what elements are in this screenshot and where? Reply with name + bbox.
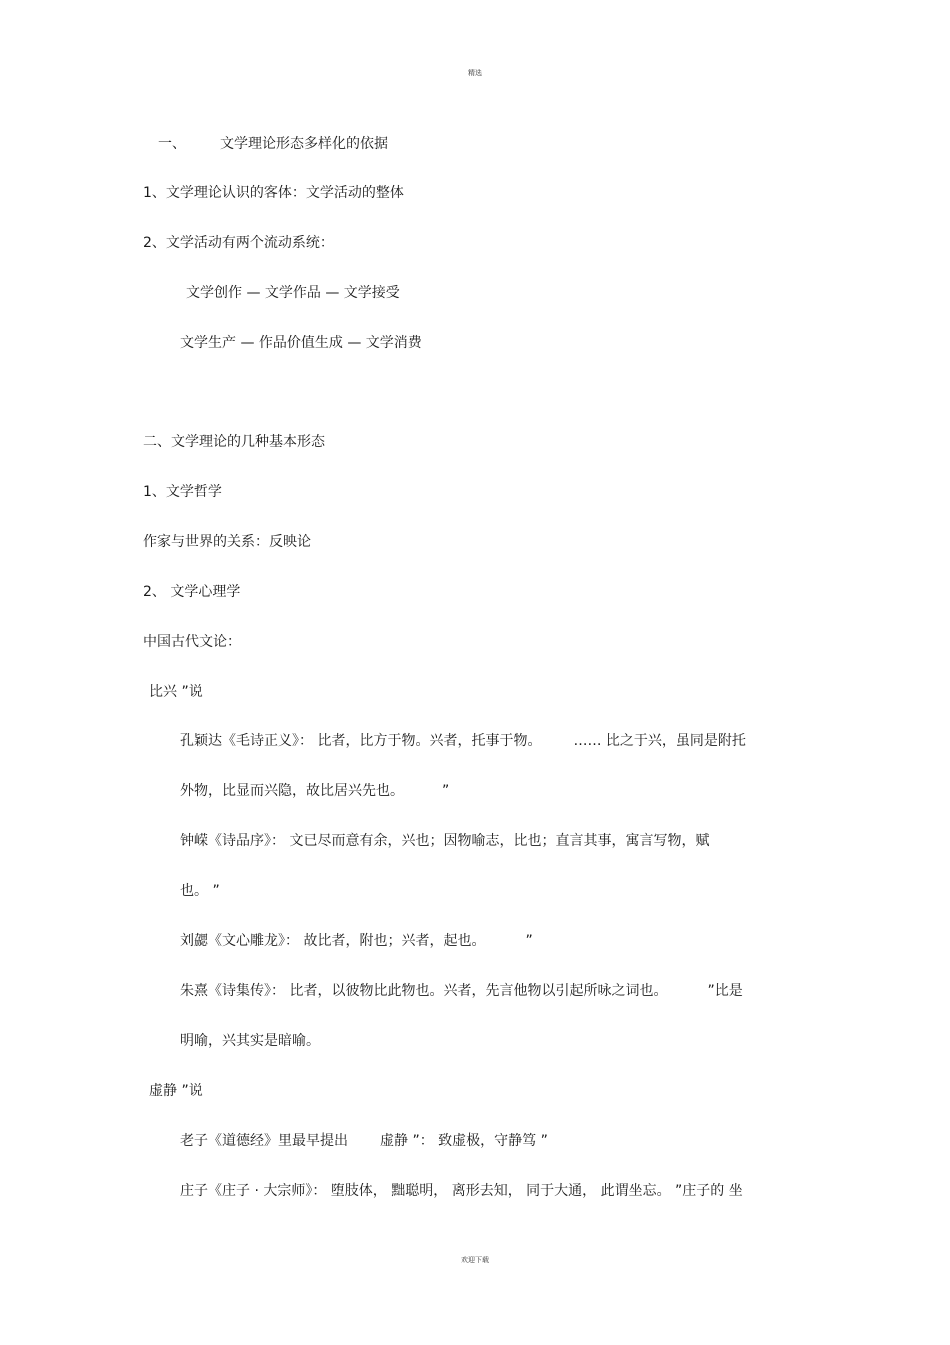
text-line (180, 1132, 548, 1150)
text-fragment: 外物，比显而兴隐，故比居兴先也。 (180, 783, 404, 799)
text-fragment: …… 比之于兴，虽同是附托 (573, 733, 746, 749)
section-heading-1 (158, 135, 388, 153)
text-line: 钟嵘《诗品序》： 文已尽而意有余，兴也；因物喻志，比也；直言其事，寓言写物，赋 (180, 833, 710, 849)
text-fragment: ”比是 (707, 983, 743, 999)
text-line: 庄子《庄子 · 大宗师》： 堕肢体， 黜聪明， 离形去知， 同于大通， 此谓坐忘。 ”庄子的 坐 (180, 1183, 743, 1199)
text-line: 1、文学理论认识的客体：文学活动的整体 (143, 185, 404, 201)
text-fragment: 刘勰《文心雕龙》： 故比者，附也；兴者，起也。 (180, 933, 486, 949)
section-number: 一、 (158, 136, 186, 152)
section-heading-2: 二、文学理论的几种基本形态 (143, 434, 325, 450)
text-line (180, 982, 743, 1000)
text-line: 2、 文学心理学 (143, 584, 241, 600)
text-line: 1、文学哲学 (143, 484, 222, 500)
text-line: 也。 ” (180, 883, 220, 899)
page-header: 精选 (468, 69, 482, 77)
text-fragment: 朱熹《诗集传》： 比者，以彼物比此物也。兴者，先言他物以引起所咏之词也。 (180, 983, 668, 999)
text-line: 文学生产 — 作品价值生成 — 文学消费 (180, 335, 422, 351)
text-line (180, 782, 449, 800)
subheading: 比兴 ”说 (149, 684, 203, 700)
text-fragment: ” (525, 933, 533, 949)
text-fragment: 孔颖达《毛诗正义》： 比者，比方于物。兴者，托事于物。 (180, 733, 542, 749)
text-fragment: 老子《道德经》里最早提出 (180, 1133, 348, 1149)
text-line: 作家与世界的关系：反映论 (143, 534, 311, 550)
text-line: 文学创作 — 文学作品 — 文学接受 (186, 285, 400, 301)
text-fragment: 虚静 ”： 致虚极，守静笃 ” (380, 1133, 548, 1149)
section-title: 文学理论形态多样化的依据 (220, 136, 388, 152)
text-line (180, 732, 746, 750)
text-line (180, 932, 533, 950)
text-line: 2、文学活动有两个流动系统： (143, 235, 334, 251)
text-fragment: ” (442, 783, 450, 799)
subheading: 虚静 ”说 (149, 1083, 203, 1099)
text-line: 中国古代文论： (143, 634, 241, 650)
page-footer: 欢迎下载 (461, 1256, 489, 1264)
text-line: 明喻，兴其实是暗喻。 (180, 1033, 320, 1049)
